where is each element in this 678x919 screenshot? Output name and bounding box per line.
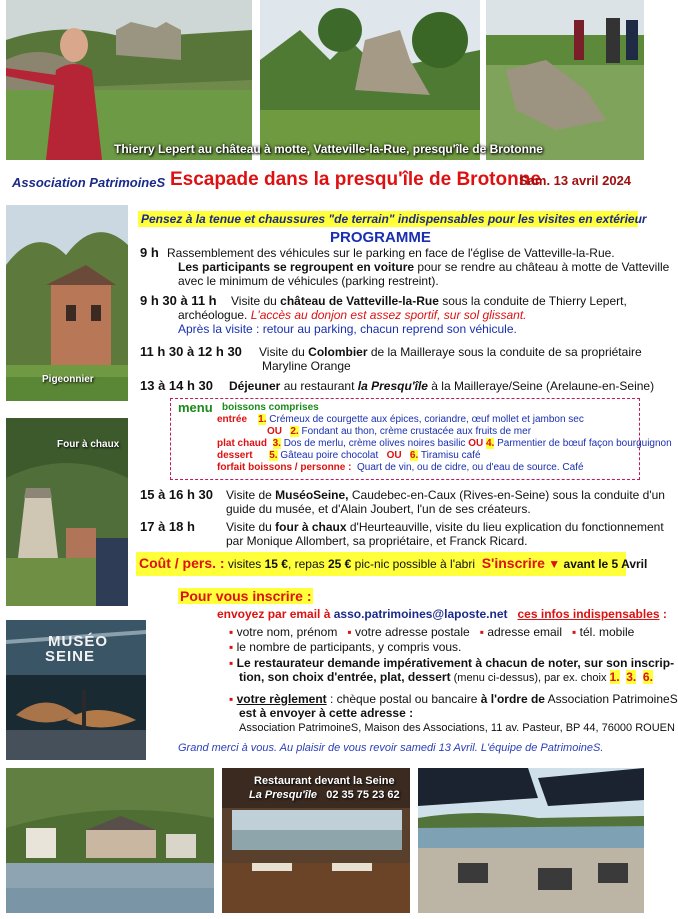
menu-forfait-label: forfait boissons / personne : bbox=[217, 462, 352, 473]
item2-line2-text: archéologue. bbox=[178, 308, 251, 322]
item3-post: de la Mailleraye sous la conduite de sa propriétaire bbox=[367, 345, 642, 359]
menu-ou-1: OU bbox=[267, 426, 282, 437]
payment-post: Association PatrimoineS bbox=[544, 692, 678, 706]
restaurant-line2 bbox=[249, 789, 400, 801]
cost-deadline: avant le 5 Avril bbox=[563, 557, 648, 571]
bullet-icon: ▪ bbox=[479, 625, 484, 639]
item5-post: Caudebec-en-Caux (Rives-en-Seine) sous la conduite d'un bbox=[348, 488, 665, 502]
pigeonnier-label: Pigeonnier bbox=[42, 374, 94, 385]
menu-entree-label: entrée bbox=[217, 414, 248, 425]
signup-email-post: ces infos indispensables bbox=[517, 607, 660, 621]
signup-info-row1 bbox=[229, 625, 634, 639]
info-address: votre adresse postale bbox=[354, 625, 470, 639]
menu-dessert-5: Gâteau poire chocolat bbox=[280, 450, 379, 461]
museo-sign-2: SEINE bbox=[45, 648, 96, 665]
item4-time: 13 à 14 h 30 bbox=[140, 378, 213, 393]
item4-pre: au restaurant bbox=[280, 379, 358, 393]
notice-text: Pensez à la tenue et chaussures "de terrain" indispensables pour les visites en extérieur bbox=[141, 212, 647, 226]
item2-time: 9 h 30 à 11 h bbox=[140, 293, 217, 308]
info-restaurant-1: Le restaurateur demande impérativement à chacun de noter, sur son inscrip- bbox=[236, 656, 675, 670]
event-date: Sam. 13 avril 2024 bbox=[519, 173, 632, 188]
menu-forfait-row bbox=[217, 461, 584, 474]
banner-photo-lepert bbox=[6, 0, 252, 160]
signup-callout: S'inscrire bbox=[481, 555, 545, 571]
cost-visits: 15 € bbox=[264, 557, 288, 571]
item3-line2: Maryline Orange bbox=[262, 359, 351, 373]
item1-line2-rest: pour se rendre au château à motte de Vatteville bbox=[414, 260, 670, 274]
bullet-icon: ▪ bbox=[229, 692, 234, 706]
signup-info-row2 bbox=[229, 640, 461, 654]
item3-bold: Colombier bbox=[308, 345, 368, 359]
cost-visits-pre: visites bbox=[224, 557, 265, 571]
menu-plat-3: Dos de merlu, crème olives noires basilic bbox=[283, 438, 466, 449]
signup-payment-row bbox=[229, 692, 678, 706]
photo-pigeonnier bbox=[6, 205, 128, 401]
cost-meal-pre: , repas bbox=[287, 557, 328, 571]
bullet-icon: ▪ bbox=[229, 656, 234, 670]
bullet-icon: ▪ bbox=[572, 625, 577, 639]
four-a-chaux-label: Four à chaux bbox=[57, 439, 120, 450]
restaurant-name: La Presqu'île bbox=[249, 789, 318, 801]
item6-line2: par Monique Allombert, sa propriétaire, et Franck Ricard. bbox=[226, 534, 528, 548]
signup-address: Association PatrimoineS, Maison des Associations, 11 av. Pasteur, BP 44, 76000 ROUEN bbox=[239, 722, 675, 734]
menu-title: menu bbox=[178, 400, 213, 415]
item2-bold: château de Vatteville-la-Rue bbox=[280, 294, 439, 308]
page-title: Escapade dans la presqu'île de Brotonne bbox=[170, 169, 541, 190]
item3-pre: Visite du bbox=[259, 345, 309, 359]
cost-label: Coût / pers. : bbox=[139, 555, 225, 571]
item6-bold: four à chaux bbox=[275, 520, 347, 534]
bullet-icon: ▪ bbox=[229, 640, 234, 654]
menu-entree-2: Fondant au thon, crème crustacée aux fruits de mer bbox=[301, 426, 532, 437]
item1-line2-bold: Les participants se regroupent en voiture bbox=[178, 260, 415, 274]
item5-bold: MuséoSeine, bbox=[275, 488, 349, 502]
item4-post: à la Mailleraye/Seine (Arelaune-en-Seine) bbox=[427, 379, 655, 393]
photo-terrace bbox=[418, 768, 644, 913]
item5-time: 15 à 16 h 30 bbox=[140, 487, 213, 502]
example-choice-6: 6. bbox=[642, 670, 653, 684]
association-name: Association PatrimoineS bbox=[12, 175, 166, 190]
menu-dessert-label: dessert bbox=[217, 450, 253, 461]
cost-picnic: pic-nic possible à l'abri bbox=[351, 557, 476, 571]
menu-plat-4: Parmentier de bœuf façon bourguignon bbox=[497, 438, 672, 449]
item2-pre: Visite du bbox=[231, 294, 281, 308]
signup-email-line bbox=[217, 607, 667, 621]
item5-line1 bbox=[226, 488, 665, 502]
item1-line2 bbox=[178, 260, 669, 274]
item5-line2: guide du musée, et d'Alain Joubert, l'un de ses créateurs. bbox=[226, 502, 531, 516]
cost-meal: 25 € bbox=[327, 557, 352, 571]
menu-dessert-6: Tiramisu café bbox=[420, 450, 481, 461]
payment-bold: à l'ordre de bbox=[480, 692, 545, 706]
item2-line2 bbox=[178, 308, 527, 322]
banner-caption: Thierry Lepert au château à motte, Vatteville-la-Rue, presqu'île de Brotonne bbox=[114, 142, 543, 156]
info-phone: tél. mobile bbox=[579, 625, 635, 639]
item2-post: sous la conduite de Thierry Lepert, bbox=[438, 294, 627, 308]
payment-pre: : chèque postal ou bancaire bbox=[326, 692, 481, 706]
menu-plat-label: plat chaud bbox=[217, 438, 268, 449]
item2-warning: L'accès au donjon est assez sportif, sur sol glissant. bbox=[250, 308, 527, 322]
item6-post: d'Heurteauville, visite du lieu explication du fonctionnement bbox=[346, 520, 664, 534]
info-email: adresse email bbox=[487, 625, 563, 639]
menu-num-1: 1. bbox=[258, 414, 267, 425]
item2-after: Après la visite : retour au parking, chacun reprend son véhicule. bbox=[178, 322, 517, 336]
menu-num-6: 6. bbox=[409, 450, 419, 461]
item1-time: 9 h bbox=[140, 245, 159, 260]
banner-photo-ruins bbox=[260, 0, 480, 160]
info-name: votre nom, prénom bbox=[236, 625, 338, 639]
menu-ou-3: OU bbox=[386, 450, 402, 461]
thanks-line: Grand merci à vous. Au plaisir de vous revoir samedi 13 Avril. L'équipe de PatrimoineS. bbox=[178, 742, 604, 754]
signup-info-row3 bbox=[229, 656, 674, 670]
bullet-icon: ▪ bbox=[229, 625, 234, 639]
example-choice-3: 3. bbox=[626, 670, 637, 684]
restaurant-line1: Restaurant devant la Seine bbox=[254, 775, 395, 787]
item4-bold: Déjeuner bbox=[229, 379, 281, 393]
item5-pre: Visite de bbox=[226, 488, 276, 502]
item6-pre: Visite du bbox=[226, 520, 276, 534]
example-choice-1: 1. bbox=[609, 670, 620, 684]
item1-line3: avec le minimum de véhicules (parking restreint). bbox=[178, 274, 439, 288]
signup-info-row4 bbox=[239, 670, 653, 685]
signup-title: Pour vous inscrire : bbox=[180, 588, 312, 604]
banner-photo-visitors bbox=[486, 0, 644, 160]
menu-num-2: 2. bbox=[290, 426, 299, 437]
menu-drinks: boissons comprises bbox=[222, 402, 319, 413]
item1-line1: Rassemblement des véhicules sur le parking en face de l'église de Vatteville-la-Rue. bbox=[167, 246, 615, 260]
payment-label: votre règlement bbox=[236, 692, 327, 706]
item2-line1 bbox=[231, 294, 627, 308]
item3-line1 bbox=[259, 345, 642, 359]
signup-send-line: est à envoyer à cette adresse : bbox=[239, 706, 414, 720]
arrow-down-icon: ▼ bbox=[548, 557, 561, 571]
menu-ou-2: OU bbox=[468, 438, 484, 449]
menu-forfait: Quart de vin, ou de cidre, ou d'eau de source. Café bbox=[357, 462, 584, 473]
menu-num-4: 4. bbox=[486, 438, 495, 449]
museo-sign-1: MUSÉO bbox=[48, 633, 109, 650]
item4-restaurant: la Presqu'île bbox=[357, 379, 428, 393]
photo-village-river bbox=[6, 768, 214, 913]
programme-title: PROGRAMME bbox=[330, 229, 431, 246]
restaurant-phone: 02 35 75 23 62 bbox=[326, 789, 400, 801]
cost-line bbox=[139, 555, 647, 571]
menu-entree-1: Crémeux de courgette aux épices, coriandre, œuf mollet et jambon sec bbox=[269, 414, 584, 425]
item6-time: 17 à 18 h bbox=[140, 519, 195, 534]
email-link[interactable]: asso.patrimoines@laposte.net bbox=[333, 607, 508, 621]
menu-num-5: 5. bbox=[269, 450, 278, 461]
item3-time: 11 h 30 à 12 h 30 bbox=[140, 344, 242, 359]
info-restaurant-3: (menu ci-dessus), par ex. choix bbox=[450, 672, 610, 684]
bullet-icon: ▪ bbox=[347, 625, 352, 639]
item4-line bbox=[229, 379, 654, 393]
signup-email-pre: envoyez par email à bbox=[217, 607, 334, 621]
info-participants: le nombre de participants, y compris vous. bbox=[236, 640, 462, 654]
info-restaurant-2: tion, son choix d'entrée, plat, dessert bbox=[239, 670, 451, 684]
signup-email-colon: : bbox=[659, 607, 667, 621]
menu-num-3: 3. bbox=[272, 438, 281, 449]
item6-line1 bbox=[226, 520, 664, 534]
